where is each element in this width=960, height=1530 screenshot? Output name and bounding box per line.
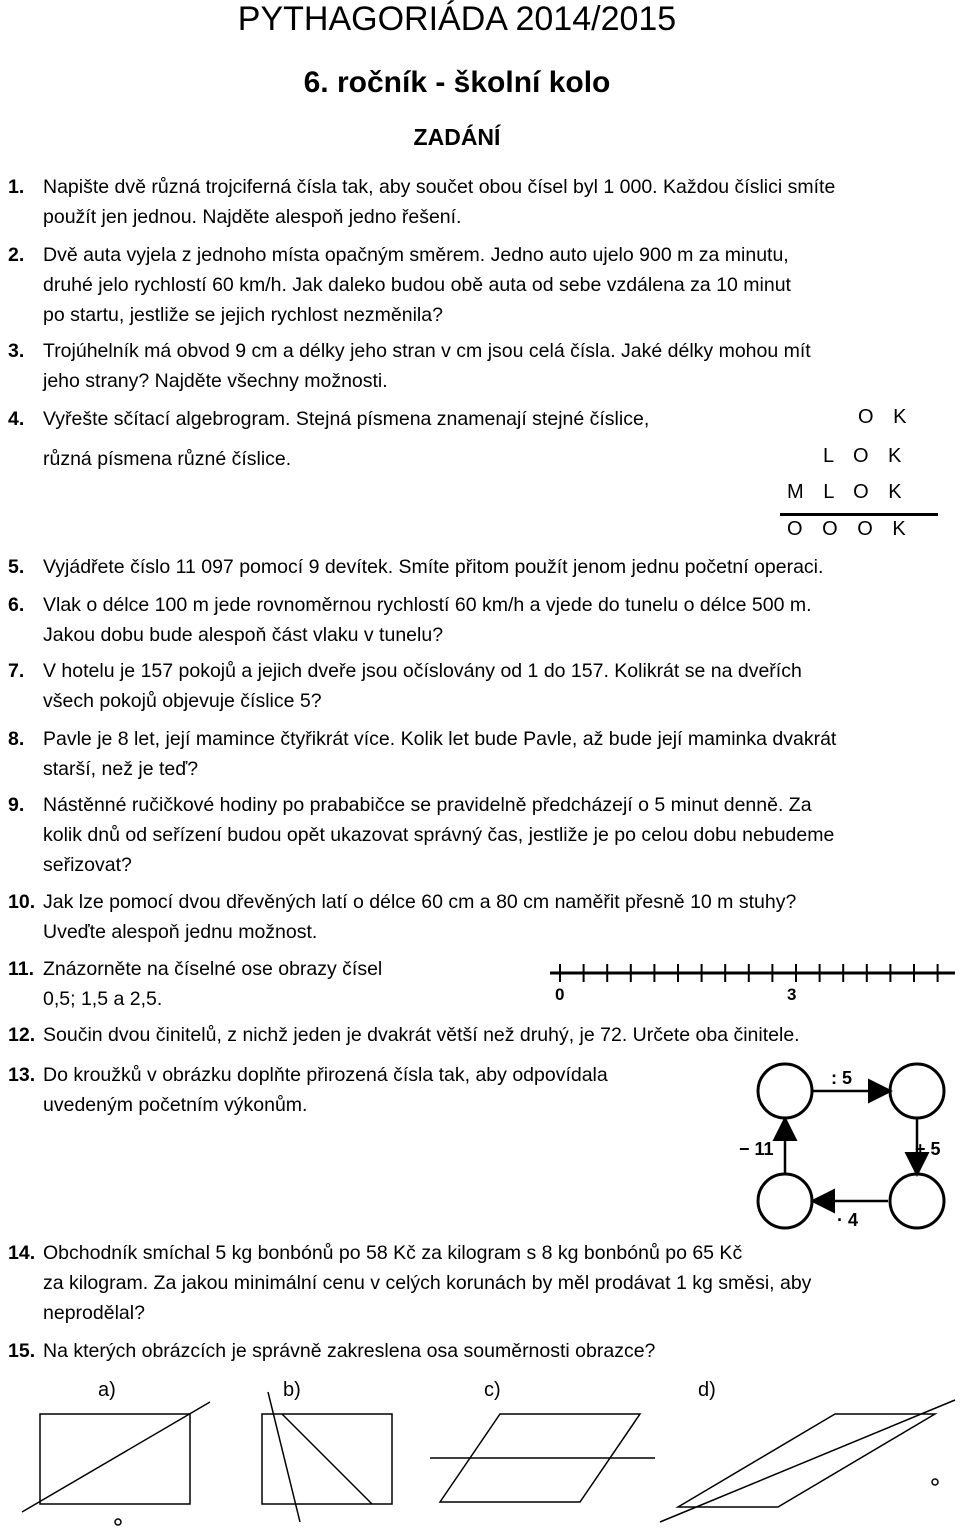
question-line: Obchodník smíchal 5 kg bonbónů po 58 Kč za kilogram s 8 kg bonbónů po 65 Kč bbox=[43, 1242, 743, 1264]
algebrogram-row-2: L O K bbox=[823, 445, 902, 467]
question-text bbox=[43, 1238, 943, 1328]
question-line: V hotelu je 157 pokojů a jejich dveře jsou očíslovány od 1 do 157. Kolikrát se na dveřích bbox=[43, 660, 802, 682]
question-line: za kilogram. Za jakou minimální cenu v celých korunách by měl prodávat 1 kg směsi, aby bbox=[43, 1272, 812, 1294]
number-line bbox=[545, 958, 957, 1008]
question-number: 10. bbox=[8, 891, 36, 913]
figure-b bbox=[262, 1379, 392, 1522]
question-text bbox=[43, 790, 943, 880]
circle-top-left bbox=[758, 1064, 812, 1118]
circle-diagram bbox=[739, 1058, 960, 1238]
question-text bbox=[43, 1336, 943, 1366]
section-heading: ZADÁNÍ bbox=[413, 124, 501, 150]
question-line: Vyjádřete číslo 11 097 pomocí 9 devítek. Smíte přitom použít jenom jednu početní operaci. bbox=[43, 556, 824, 578]
figure-d-label: d) bbox=[698, 1379, 716, 1401]
question-text bbox=[43, 336, 943, 396]
question-line: Uveďte alespoň jednu možnost. bbox=[43, 921, 318, 943]
number-line-label-0: 0 bbox=[555, 985, 565, 1004]
question-line: jeho strany? Najděte všechny možnosti. bbox=[43, 370, 388, 392]
algebrogram-result: O O O K bbox=[787, 518, 906, 540]
question-line: Nástěnné ručičkové hodiny po prababičce se pravidelně předcházejí o 5 minut denně. Za bbox=[43, 794, 812, 816]
question-text bbox=[43, 656, 943, 716]
question-text bbox=[43, 172, 943, 232]
figure-a bbox=[22, 1379, 210, 1525]
question-number: 1. bbox=[8, 176, 25, 198]
question-line: starší, než je teď? bbox=[43, 758, 199, 780]
circle-top-right bbox=[890, 1064, 944, 1118]
question-text bbox=[43, 887, 943, 947]
question-line: Pavle je 8 let, její mamince čtyřikrát více. Kolik let bude Pavle, až bude její maminka dvakrát bbox=[43, 728, 837, 750]
question-line: různá písmena různé číslice. bbox=[43, 448, 292, 470]
number-line-label-3: 3 bbox=[787, 985, 797, 1004]
question-line: kolik dnů od seřízení budou opět ukazovat správný čas, jestliže je po celou dobu nebudeme bbox=[43, 824, 835, 846]
op-right-label: + 5 bbox=[915, 1139, 941, 1159]
page-title: PYTHAGORIÁDA 2014/2015 bbox=[237, 0, 677, 38]
figure-c bbox=[430, 1379, 655, 1502]
question-line: Na kterých obrázcích je správně zakreslena osa souměrnosti obrazce? bbox=[43, 1340, 656, 1362]
question-line: uvedeným početním výkonům. bbox=[43, 1094, 308, 1116]
question-line: druhé jelo rychlostí 60 km/h. Jak daleko budou obě auta od sebe vzdálena za 10 minut bbox=[43, 274, 791, 296]
figure-b-label: b) bbox=[283, 1379, 301, 1401]
question-line: neprodělal? bbox=[43, 1302, 145, 1324]
question-text bbox=[43, 724, 943, 784]
algebrogram-sum-line bbox=[780, 513, 938, 516]
question-number: 2. bbox=[8, 244, 25, 266]
question-text bbox=[43, 552, 943, 582]
question-line: Dvě auta vyjela z jednoho místa opačným směrem. Jedno auto ujelo 900 m za minutu, bbox=[43, 244, 789, 266]
question-text bbox=[43, 1060, 723, 1120]
question-line: Jak lze pomocí dvou dřevěných latí o délce 60 cm a 80 cm naměřit přesně 10 m stuhy? bbox=[43, 891, 797, 913]
question-line: Trojúhelník má obvod 9 cm a délky jeho stran v cm jsou celá čísla. Jaké délky mohou mít bbox=[43, 340, 811, 362]
figure-d bbox=[660, 1379, 955, 1522]
question-number: 8. bbox=[8, 728, 25, 750]
question-number: 9. bbox=[8, 794, 25, 816]
question-line: Jakou dobu bude alespoň část vlaku v tunelu? bbox=[43, 624, 444, 646]
question-line: po startu, jestliže se jejich rychlost nezměnila? bbox=[43, 304, 443, 326]
algebrogram-row-3: M L O K bbox=[787, 481, 902, 503]
question-number: 12. bbox=[8, 1024, 36, 1046]
circle-bottom-right bbox=[890, 1174, 944, 1228]
circle-bottom-left bbox=[758, 1174, 812, 1228]
question-text bbox=[43, 954, 463, 1014]
question-number: 14. bbox=[8, 1242, 36, 1264]
op-left-label: − 11 bbox=[739, 1139, 774, 1159]
question-line: seřizovat? bbox=[43, 854, 132, 876]
symmetry-figures bbox=[0, 1372, 960, 1530]
question-text bbox=[43, 1020, 943, 1050]
op-bottom-label: · 4 bbox=[837, 1210, 859, 1230]
question-line: Do kroužků v obrázku doplňte přirozená čísla tak, aby odpovídala bbox=[43, 1064, 608, 1086]
algebrogram-row-1: O K bbox=[858, 406, 907, 428]
question-number: 13. bbox=[8, 1064, 36, 1086]
question-line: 0,5; 1,5 a 2,5. bbox=[43, 988, 163, 1010]
question-number: 11. bbox=[8, 958, 35, 980]
page-subtitle: 6. ročník - školní kolo bbox=[303, 66, 611, 99]
question-text bbox=[43, 590, 943, 650]
question-number: 4. bbox=[8, 408, 25, 430]
figure-a-label: a) bbox=[98, 1379, 116, 1401]
question-line: použít jen jednou. Najděte alespoň jedno řešení. bbox=[43, 206, 462, 228]
question-line: Znázorněte na číselné ose obrazy čísel bbox=[43, 958, 383, 980]
question-line: Vlak o délce 100 m jede rovnoměrnou rychlostí 60 km/h a vjede do tunelu o délce 500 m. bbox=[43, 594, 812, 616]
question-number: 7. bbox=[8, 660, 25, 682]
figure-c-label: c) bbox=[484, 1379, 501, 1401]
question-line: Napište dvě různá trojciferná čísla tak, aby součet obou čísel byl 1 000. Každou číslici smíte bbox=[43, 176, 836, 198]
question-number: 3. bbox=[8, 340, 25, 362]
question-text bbox=[43, 404, 743, 474]
op-top-label: : 5 bbox=[831, 1068, 853, 1088]
question-number: 15. bbox=[8, 1340, 36, 1362]
question-line: Součin dvou činitelů, z nichž jeden je dvakrát větší než druhý, je 72. Určete oba činitele. bbox=[43, 1024, 800, 1046]
question-number: 5. bbox=[8, 556, 25, 578]
question-line: všech pokojů objevuje číslice 5? bbox=[43, 690, 322, 712]
question-number: 6. bbox=[8, 594, 25, 616]
question-line: Vyřešte sčítací algebrogram. Stejná písmena znamenají stejné číslice, bbox=[43, 408, 650, 430]
question-text bbox=[43, 240, 943, 330]
